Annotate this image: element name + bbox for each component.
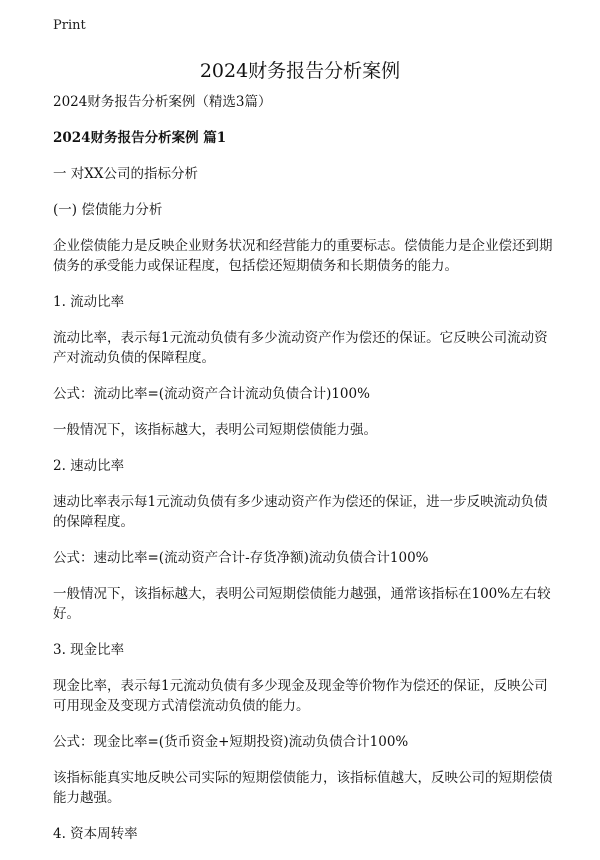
paragraph: 一 对XX公司的指标分析 <box>53 166 199 182</box>
document-body <box>53 92 553 860</box>
paragraph: 该指标能真实地反映公司实际的短期偿债能力，该指标值越大，反映公司的短期偿债能力越强。 <box>53 770 553 806</box>
paragraph: 4. 资本周转率 <box>53 826 138 842</box>
paragraph: (一) 偿债能力分析 <box>53 202 163 218</box>
page-title: 2024财务报告分析案例 <box>199 60 401 82</box>
paragraph: 现金比率，表示每1元流动负债有多少现金及现金等价物作为偿还的保证，反映公司可用现金及变现方式清偿流动负债的能力。 <box>53 678 548 714</box>
paragraph: 公式：速动比率=(流动资产合计-存货净额)流动负债合计100% <box>53 550 429 566</box>
print-link[interactable]: Print <box>53 18 86 33</box>
paragraph: 一般情况下，该指标越大，表明公司短期偿债能力强。 <box>53 422 377 438</box>
paragraph: 公式：现金比率=(货币资金+短期投资)流动负债合计100% <box>53 734 409 750</box>
paragraph: 3. 现金比率 <box>53 642 125 658</box>
section-heading: 2024财务报告分析案例 篇1 <box>53 130 227 146</box>
paragraph: 1. 流动比率 <box>53 294 125 310</box>
paragraph: 一般情况下，该指标越大，表明公司短期偿债能力越强，通常该指标在100%左右较好。 <box>53 586 551 622</box>
paragraph: 公式：流动比率=(流动资产合计流动负债合计)100% <box>53 386 370 402</box>
paragraph: 速动比率表示每1元流动负债有多少速动资产作为偿还的保证，进一步反映流动负债的保障程度。 <box>53 494 548 530</box>
paragraph: 流动比率，表示每1元流动负债有多少流动资产作为偿还的保证。它反映公司流动资产对流动负债的保障程度。 <box>53 330 548 366</box>
paragraph: 2. 速动比率 <box>53 458 125 474</box>
document-subtitle: 2024财务报告分析案例（精选3篇） <box>53 94 272 110</box>
paragraph: 企业偿债能力是反映企业财务状况和经营能力的重要标志。偿债能力是企业偿还到期债务的承受能力或保证程度，包括偿还短期债务和长期债务的能力。 <box>53 238 553 274</box>
